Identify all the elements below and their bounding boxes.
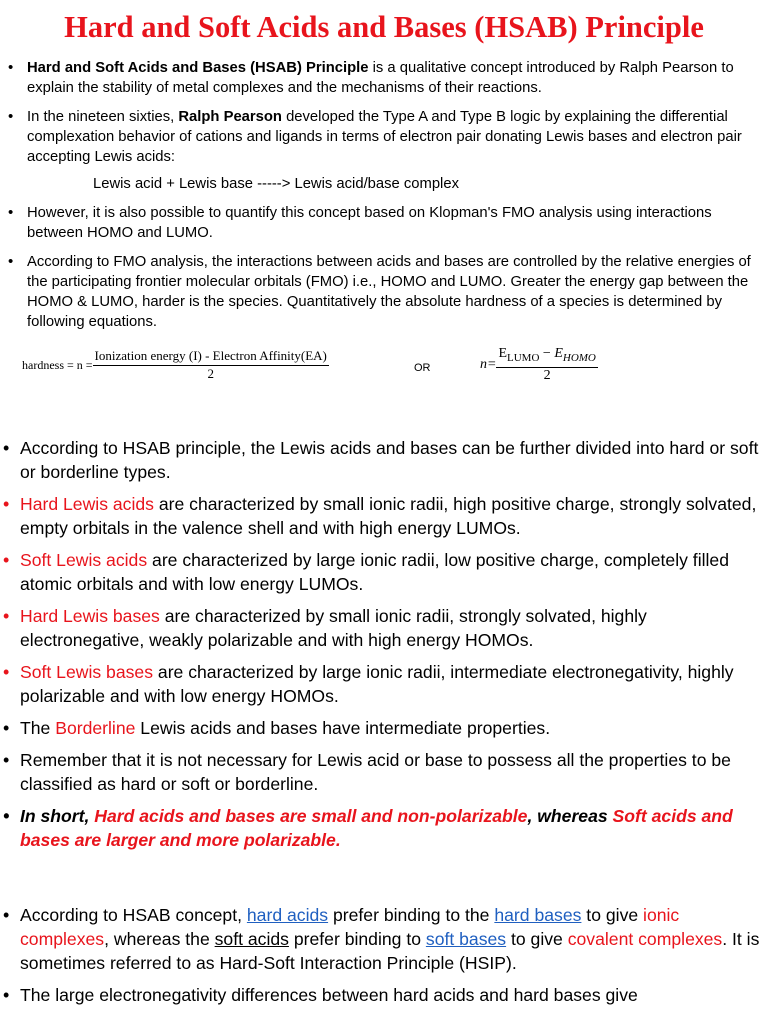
list-item [0,107,768,194]
list-item [0,660,768,708]
lumo-subscript: LUMO [507,351,540,364]
page-title: Hard and Soft Acids and Bases (HSAB) Principle [64,10,704,44]
link-hard-bases[interactable]: hard bases [494,905,582,925]
hardness-equations [0,340,768,390]
list-item [0,716,768,740]
link-hard-acids[interactable]: hard acids [246,905,329,925]
list-item [0,604,768,652]
fraction-numerator: Ionization energy (I) - Electron Affinity(EA) [93,348,329,366]
minus-sign: − [539,346,555,361]
item-text: , whereas the [104,929,215,949]
energy-symbol: E [498,346,508,361]
highlight-covalent-complexes: covalent complexes [567,929,723,949]
item-text: According to HSAB concept, [20,905,247,925]
item-text: According to FMO analysis, the interactions between acids and bases are controlled by the relative energies of the participating frontier molecular orbitals (FMO) i.e., HOMO and LUMO. Greater the energy gap between the HOMO & LUMO, harder is the species. Quantitatively the absolute hardness of a species is determined by following equations. [27,254,751,330]
intro-list [0,58,768,341]
or-label: OR [414,362,431,374]
equation-lhs: n= [480,356,497,372]
hsab-properties-list [0,436,768,860]
hsab-concept-list [0,903,768,1015]
fraction-denominator: 2 [543,367,551,383]
bold-term: Ralph Pearson [178,109,282,125]
highlight-term: Borderline [55,718,136,738]
item-text: developed the Type A and Type B logic by explaining the differential complexation behavior of cations and ligands in terms of electron pair donating Lewis bases and electron pair accepting Lewis acids: [27,109,742,165]
item-text: Remember that it is not necessary for Lewis acid or base to possess all the properties to be classified as hard or soft or borderline. [20,750,731,794]
item-text: are characterized by large ionic radii, low positive charge, completely filled atomic orbitals and with low energy LUMOs. [20,550,729,594]
item-text: prefer binding to the [328,905,495,925]
list-item [0,983,768,1007]
item-text: However, it is also possible to quantify this concept based on Klopman's FMO analysis using interactions between HOMO and LUMO. [27,205,712,241]
summary-item [0,804,768,852]
summary-connector: , whereas [527,806,613,826]
fraction [496,346,597,384]
list-item [0,548,768,596]
item-text: is a qualitative concept introduced by Ralph Pearson to explain the stability of metal complexes and the mechanisms of their reactions. [27,60,734,96]
list-item [0,903,768,975]
item-text: to give [506,929,568,949]
summary-lead: In short, [20,806,95,826]
item-text: are characterized by large ionic radii, intermediate electronegativity, highly polarizable and with low energy HOMOs. [20,662,734,706]
list-item [0,748,768,796]
list-item [0,252,768,332]
fraction-denominator: 2 [207,366,214,381]
bold-term: Hard and Soft Acids and Bases (HSAB) Principle [27,60,369,76]
energy-symbol: E [554,346,563,361]
item-text: According to HSAB principle, the Lewis acids and bases can be further divided into hard or soft or borderline types. [20,438,759,482]
fraction [93,348,329,382]
highlight-ionic-complexes: ionic complexes [20,905,680,949]
list-item [0,58,768,98]
list-item [0,203,768,243]
reaction-equation: Lewis acid + Lewis base -----> Lewis acid/base complex [93,176,459,192]
list-item [0,436,768,484]
highlight-term: Soft Lewis acids [20,550,148,570]
list-item [0,492,768,540]
homo-subscript: HOMO [562,351,596,364]
hardness-equation-fmo [480,346,598,384]
link-soft-bases[interactable]: soft bases [425,929,507,949]
highlight-term: Hard Lewis bases [20,606,160,626]
highlight-term: Soft Lewis bases [20,662,154,682]
summary-hard: Hard acids and bases are small and non-polarizable [94,806,528,826]
item-text: are characterized by small ionic radii, high positive charge, strongly solvated, empty orbitals in the valence shell and with high energy LUMOs. [20,494,757,538]
item-text: Lewis acids and bases have intermediate properties. [135,718,551,738]
highlight-term: Hard Lewis acids [20,494,154,514]
item-text: prefer binding to [288,929,426,949]
underlined-soft-acids: soft acids [214,929,289,949]
item-text: are characterized by small ionic radii, strongly solvated, highly electronegative, weakly polarizable and with high energy HOMOs. [20,606,647,650]
item-text: The large electronegativity differences between hard acids and hard bases give [20,985,638,1005]
item-text: to give [581,905,644,925]
equation-lhs: hardness = n = [22,357,93,372]
fraction-numerator [496,346,597,368]
hardness-equation-ionization [22,348,329,382]
item-text: In the nineteen sixties, [27,109,179,125]
item-text: The [20,718,56,738]
summary-soft: Soft acids and bases are larger and more polarizable. [20,806,733,850]
item-text: . It is sometimes referred to as Hard-Soft Interaction Principle (HSIP). [20,929,760,973]
